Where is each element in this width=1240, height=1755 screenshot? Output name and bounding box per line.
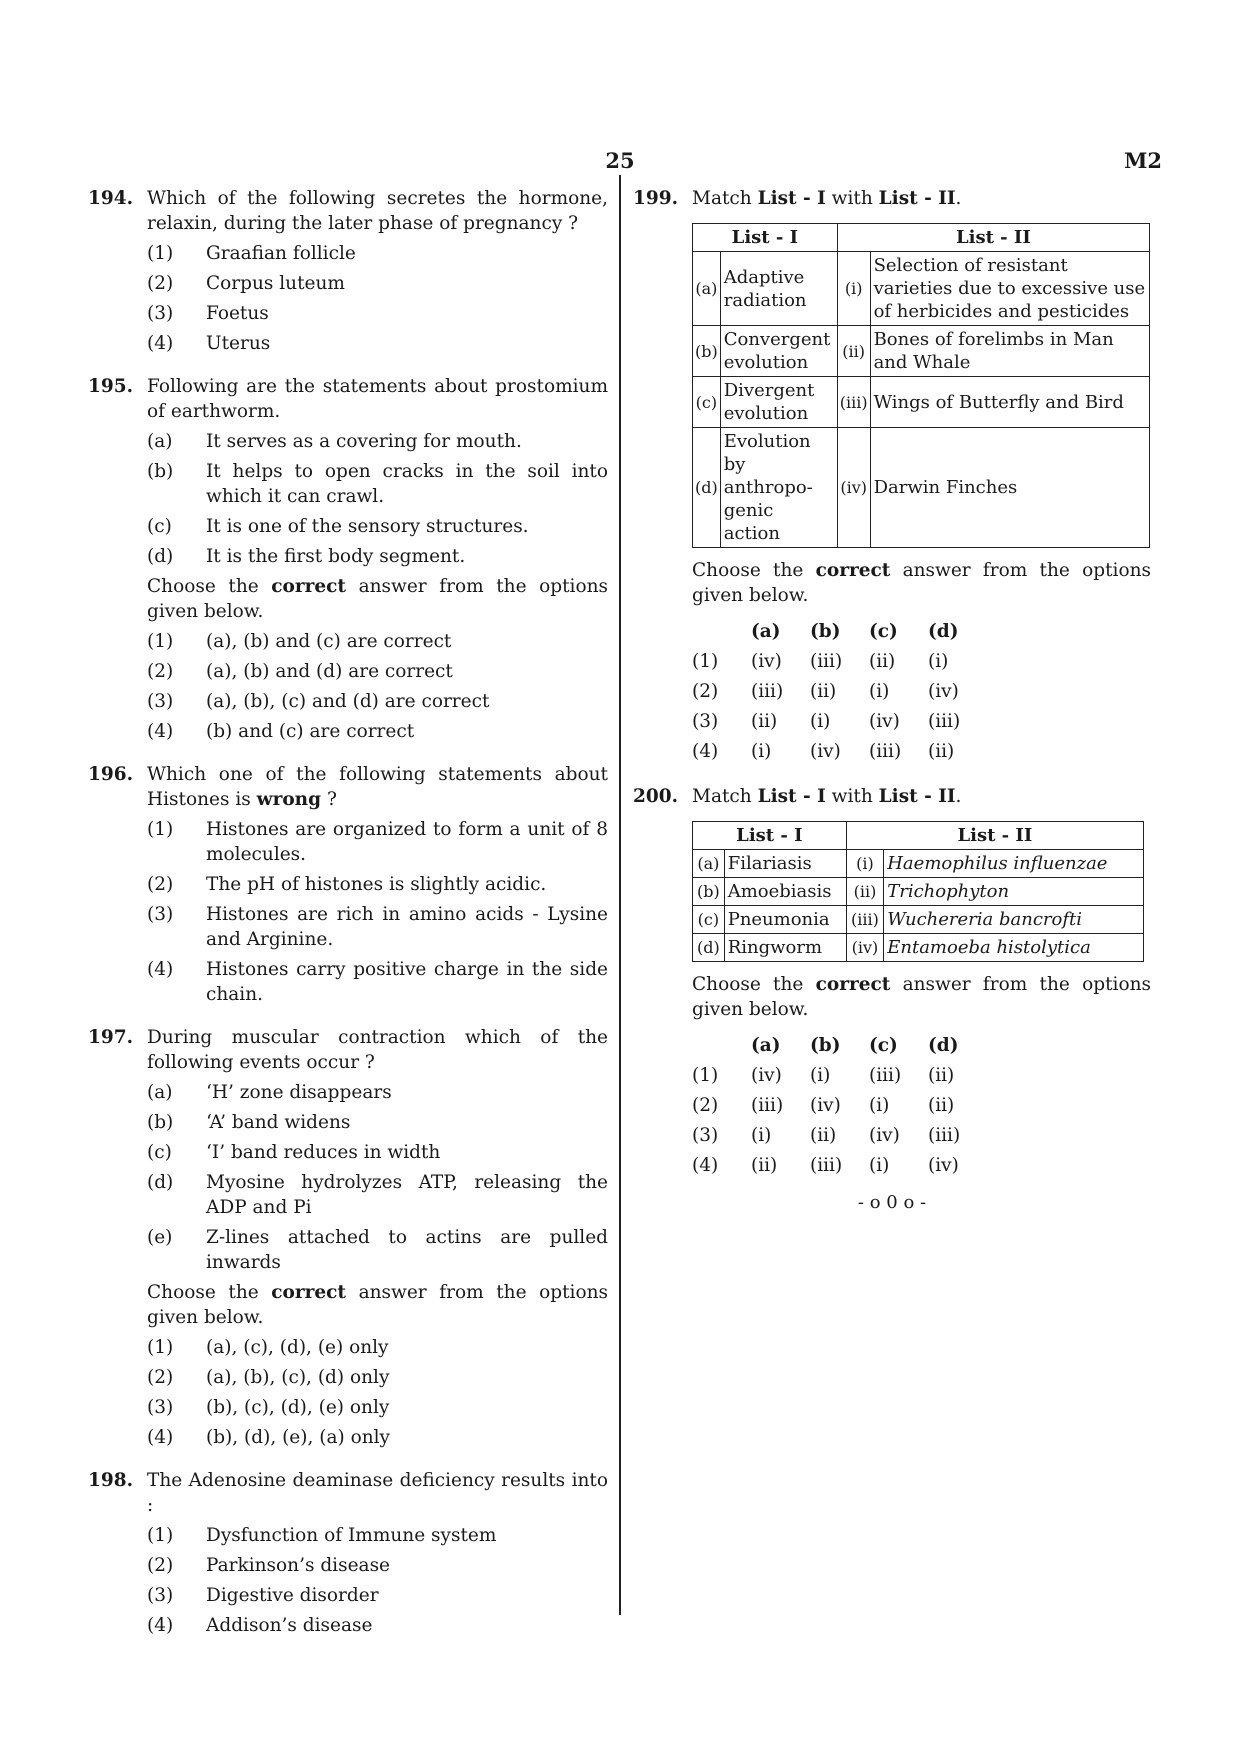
statement	[147, 1140, 608, 1165]
answer-cell: (ii)	[810, 680, 837, 702]
list-one-item: Adaptive radiation	[720, 252, 837, 326]
option-text: (b), (d), (e), (a) only	[206, 1427, 390, 1448]
question-198	[88, 1468, 608, 1638]
question-text-mid: with	[825, 786, 879, 807]
option-text: Histones carry positive charge in the side chain.	[206, 959, 608, 1005]
option-label: (1)	[147, 819, 174, 840]
table-row	[693, 934, 1144, 962]
match-table	[692, 223, 1150, 548]
option-label: (3)	[147, 1397, 174, 1418]
statement-text: ‘I’ band reduces in width	[206, 1142, 441, 1163]
option-text: Graafian follicle	[206, 243, 356, 264]
answer-cell: (iii)	[869, 740, 902, 762]
option	[147, 1583, 608, 1608]
option	[147, 817, 608, 867]
answer-header-cell: (b)	[810, 1034, 841, 1056]
statement-label: (a)	[147, 431, 173, 452]
option-text: Addison’s disease	[206, 1615, 373, 1636]
option-label: (2)	[147, 1555, 174, 1576]
answer-cell: (i)	[751, 1124, 772, 1146]
statement	[147, 1170, 608, 1220]
answer-cell: (iv)	[751, 1064, 782, 1086]
answer-cell: (iv)	[810, 1094, 841, 1116]
row-label: (a)	[693, 252, 721, 326]
question-200	[633, 784, 1151, 1215]
option-label: (4)	[147, 1615, 174, 1636]
question-text	[692, 186, 1151, 211]
answer-cell: (ii)	[928, 1064, 955, 1086]
answer-cell: (iv)	[751, 650, 782, 672]
list-one-ref: List - I	[757, 786, 826, 807]
list-two-item: Bones of forelimbs in Man and Whale	[870, 326, 1149, 377]
option-label: (3)	[147, 303, 174, 324]
answer-cell: (iv)	[928, 680, 959, 702]
list-two-item: Haemophilus influenzae	[887, 853, 1108, 874]
statement-label: (e)	[147, 1227, 173, 1248]
table-header-row	[693, 224, 1150, 252]
answer-cell: (ii)	[928, 740, 955, 762]
list-two-item: Wuchereria bancrofti	[887, 909, 1083, 930]
answer-header-row	[692, 1030, 1151, 1060]
option	[147, 659, 608, 684]
instruction-bold: correct	[815, 974, 891, 995]
instruction-post: answer from the options given below.	[692, 974, 1151, 1020]
statement	[147, 1225, 608, 1275]
answer-option-label: (4)	[692, 740, 719, 762]
instruction-pre: Choose the	[147, 576, 272, 597]
answer-header-cell: (b)	[810, 620, 841, 642]
answer-row	[692, 706, 1151, 736]
table-row	[693, 252, 1150, 326]
question-195	[88, 374, 608, 744]
statement-label: (c)	[147, 1142, 172, 1163]
answer-row	[692, 1060, 1151, 1090]
table-row	[693, 878, 1144, 906]
answer-cell: (iii)	[928, 710, 961, 732]
answer-row	[692, 736, 1151, 766]
question-text-pre: Which one of the following statements about Histones is	[147, 764, 608, 810]
list-one-item: Divergent evolution	[720, 377, 837, 428]
list-two-item: Entamoeba histolytica	[887, 937, 1091, 958]
list-two-item: Wings of Butterfly and Bird	[870, 377, 1149, 428]
list-one-item: Amoebiasis	[724, 878, 846, 906]
question-text: Which of the following secretes the hormone, relaxin, during the later phase of pregnancy ?	[147, 188, 608, 234]
column-divider	[619, 175, 621, 1615]
row-label: (c)	[693, 377, 721, 428]
table-row	[693, 428, 1150, 548]
statement-label: (b)	[147, 461, 174, 482]
option-label: (4)	[147, 721, 174, 742]
answer-cell: (iv)	[928, 1154, 959, 1176]
statement	[147, 459, 608, 509]
option-label: (2)	[147, 874, 174, 895]
answer-row	[692, 646, 1151, 676]
answer-grid	[692, 616, 1151, 766]
table-row	[693, 906, 1144, 934]
list-two-cell	[884, 934, 1144, 962]
question-text	[147, 762, 608, 812]
table-header: List - I	[693, 224, 838, 252]
row-label: (iv)	[846, 934, 884, 962]
row-label: (i)	[846, 850, 884, 878]
row-label: (a)	[693, 850, 725, 878]
answer-cell: (iii)	[810, 650, 843, 672]
option-text: Histones are organized to form a unit of 8 molecules.	[206, 819, 608, 865]
option-text: Uterus	[206, 333, 271, 354]
answer-option-label: (1)	[692, 650, 719, 672]
option	[147, 1523, 608, 1548]
statement	[147, 429, 608, 454]
instruction	[147, 1280, 608, 1330]
option-text: Histones are rich in amino acids - Lysine and Arginine.	[206, 904, 608, 950]
option-label: (4)	[147, 959, 174, 980]
list-one-item: Ringworm	[724, 934, 846, 962]
option	[147, 301, 608, 326]
option-text: (a), (b) and (c) are correct	[206, 631, 452, 652]
option	[147, 1395, 608, 1420]
instruction-post: answer from the options given below.	[147, 1282, 608, 1328]
answer-row	[692, 1150, 1151, 1180]
answer-header-cell: (d)	[928, 1034, 959, 1056]
statement-text: Myosine hydrolyzes ATP, releasing the ADP and Pi	[206, 1172, 608, 1218]
row-label: (d)	[693, 428, 721, 548]
answer-option-label: (2)	[692, 1094, 719, 1116]
statement-label: (d)	[147, 1172, 174, 1193]
list-one-item: Pneumonia	[724, 906, 846, 934]
option-text: Parkinson’s disease	[206, 1555, 391, 1576]
instruction	[692, 972, 1151, 1022]
answer-cell: (ii)	[810, 1124, 837, 1146]
answer-option-label: (4)	[692, 1154, 719, 1176]
question-194	[88, 186, 608, 356]
answer-cell: (ii)	[751, 1154, 778, 1176]
answer-cell: (i)	[751, 740, 772, 762]
table-header: List - II	[846, 822, 1143, 850]
statement-label: (a)	[147, 1082, 173, 1103]
answer-cell: (iv)	[810, 740, 841, 762]
option-text: (b) and (c) are correct	[206, 721, 415, 742]
option-text: (a), (b), (c), (d) only	[206, 1367, 390, 1388]
statement-text: It is one of the sensory structures.	[206, 516, 529, 537]
statement-label: (b)	[147, 1112, 174, 1133]
end-mark: - o 0 o -	[857, 1192, 927, 1213]
row-label: (ii)	[846, 878, 884, 906]
answer-cell: (ii)	[869, 650, 896, 672]
row-label: (b)	[693, 878, 725, 906]
list-one-item: Evolution by anthropo-genic action	[720, 428, 837, 548]
question-text-post: ?	[321, 789, 337, 810]
option	[147, 902, 608, 952]
list-two-item: Trichophyton	[887, 881, 1010, 902]
option-text: (a), (b), (c) and (d) are correct	[206, 691, 490, 712]
instruction-bold: correct	[271, 1282, 346, 1303]
option-label: (2)	[147, 1367, 174, 1388]
option-label: (2)	[147, 273, 174, 294]
option-label: (1)	[147, 631, 174, 652]
answer-option-label: (2)	[692, 680, 719, 702]
answer-header-cell: (c)	[869, 620, 898, 642]
table-header-row	[693, 822, 1144, 850]
table-row	[693, 326, 1150, 377]
option-label: (1)	[147, 243, 174, 264]
option-text: (a), (b) and (d) are correct	[206, 661, 453, 682]
question-text-mid: with	[825, 188, 879, 209]
answer-header-cell: (a)	[751, 1034, 781, 1056]
answer-cell: (ii)	[928, 1094, 955, 1116]
question-text	[692, 784, 1151, 809]
option	[147, 271, 608, 296]
answer-grid	[692, 1030, 1151, 1180]
statement-text: ‘H’ zone disappears	[206, 1082, 392, 1103]
statement	[147, 1080, 608, 1105]
question-199	[633, 186, 1151, 766]
option	[147, 957, 608, 1007]
option-label: (3)	[147, 904, 174, 925]
option	[147, 719, 608, 744]
row-label: (iii)	[846, 906, 884, 934]
statement	[147, 1110, 608, 1135]
option	[147, 629, 608, 654]
table-header: List - I	[693, 822, 847, 850]
list-two-cell	[884, 906, 1144, 934]
question-number: 196.	[88, 764, 134, 785]
statement	[147, 544, 608, 569]
option-label: (1)	[147, 1525, 174, 1546]
match-table	[692, 821, 1144, 962]
answer-cell: (iii)	[810, 1154, 843, 1176]
row-label: (iv)	[837, 428, 870, 548]
instruction	[692, 558, 1151, 608]
table-header: List - II	[837, 224, 1149, 252]
question-text: Following are the statements about prostomium of earthworm.	[147, 376, 608, 422]
table-row	[693, 850, 1144, 878]
question-text: During muscular contraction which of the following events occur ?	[147, 1027, 608, 1073]
list-two-item: Selection of resistant varieties due to excessive use of herbicides and pesticides	[870, 252, 1149, 326]
answer-option-label: (1)	[692, 1064, 719, 1086]
answer-header-cell: (c)	[869, 1034, 898, 1056]
statement-text: It is the first body segment.	[206, 546, 466, 567]
statement-label: (d)	[147, 546, 174, 567]
list-two-ref: List - II	[878, 786, 956, 807]
answer-cell: (iii)	[928, 1124, 961, 1146]
answer-header-cell: (d)	[928, 620, 959, 642]
instruction-bold: correct	[271, 576, 346, 597]
question-text-pre: Match	[692, 188, 758, 209]
left-column	[88, 186, 608, 1656]
instruction	[147, 574, 608, 624]
answer-cell: (iii)	[751, 680, 784, 702]
answer-header-row	[692, 616, 1151, 646]
list-two-cell	[884, 878, 1144, 906]
option	[147, 1365, 608, 1390]
answer-cell: (i)	[928, 650, 949, 672]
option-label: (2)	[147, 661, 174, 682]
option-label: (3)	[147, 1585, 174, 1606]
option-text: Dysfunction of Immune system	[206, 1525, 497, 1546]
answer-cell: (iii)	[751, 1094, 784, 1116]
question-number: 194.	[88, 188, 134, 209]
list-one-ref: List - I	[757, 188, 826, 209]
row-label: (b)	[693, 326, 721, 377]
table-row	[693, 377, 1150, 428]
question-text-pre: Match	[692, 786, 758, 807]
list-two-item: Darwin Finches	[870, 428, 1149, 548]
instruction-pre: Choose the	[147, 1282, 272, 1303]
option	[147, 331, 608, 356]
question-number: 200.	[633, 786, 679, 807]
option-text: Foetus	[206, 303, 269, 324]
page-number: 25	[605, 148, 635, 173]
option-text: Digestive disorder	[206, 1585, 379, 1606]
option	[147, 872, 608, 897]
option-text: Corpus luteum	[206, 273, 345, 294]
instruction-bold: correct	[815, 560, 891, 581]
answer-option-label: (3)	[692, 710, 719, 732]
instruction-pre: Choose the	[692, 560, 816, 581]
statement-text: It serves as a covering for mouth.	[206, 431, 522, 452]
option	[147, 689, 608, 714]
answer-row	[692, 1090, 1151, 1120]
answer-cell: (i)	[869, 1154, 890, 1176]
paper-code: M2	[1124, 148, 1162, 173]
list-two-ref: List - II	[878, 188, 956, 209]
answer-cell: (i)	[810, 1064, 831, 1086]
option	[147, 241, 608, 266]
question-number: 198.	[88, 1470, 134, 1491]
question-196	[88, 762, 608, 1007]
row-label: (i)	[837, 252, 870, 326]
option-text: (b), (c), (d), (e) only	[206, 1397, 390, 1418]
answer-row	[692, 676, 1151, 706]
option	[147, 1613, 608, 1638]
answer-cell: (iv)	[869, 710, 900, 732]
option	[147, 1553, 608, 1578]
question-197	[88, 1025, 608, 1450]
list-two-cell	[884, 850, 1144, 878]
option-text: The pH of histones is slightly acidic.	[206, 874, 547, 895]
answer-cell: (ii)	[751, 710, 778, 732]
statement-label: (c)	[147, 516, 172, 537]
statement	[147, 514, 608, 539]
answer-header-cell: (a)	[751, 620, 781, 642]
row-label: (ii)	[837, 326, 870, 377]
question-text-bold: wrong	[256, 789, 322, 810]
answer-cell: (iv)	[869, 1124, 900, 1146]
instruction-post: answer from the options given below.	[147, 576, 608, 622]
option-text: (a), (c), (d), (e) only	[206, 1337, 389, 1358]
question-text: The Adenosine deaminase deficiency results into :	[147, 1470, 608, 1516]
option-label: (4)	[147, 333, 174, 354]
statement-text: ‘A’ band widens	[206, 1112, 351, 1133]
row-label: (d)	[693, 934, 725, 962]
answer-cell: (i)	[869, 680, 890, 702]
answer-cell: (i)	[869, 1094, 890, 1116]
option-label: (3)	[147, 691, 174, 712]
answer-row	[692, 1120, 1151, 1150]
list-one-item: Convergent evolution	[720, 326, 837, 377]
question-number: 197.	[88, 1027, 134, 1048]
right-column	[633, 186, 1151, 1233]
answer-cell: (iii)	[869, 1064, 902, 1086]
question-text-post: .	[955, 188, 962, 209]
statement-text: Z-lines attached to actins are pulled inwards	[206, 1227, 608, 1273]
option	[147, 1335, 608, 1360]
list-one-item: Filariasis	[724, 850, 846, 878]
option-label: (4)	[147, 1427, 174, 1448]
instruction-pre: Choose the	[692, 974, 816, 995]
statement-text: It helps to open cracks in the soil into which it can crawl.	[206, 461, 608, 507]
question-text-post: .	[955, 786, 962, 807]
answer-cell: (i)	[810, 710, 831, 732]
option-label: (1)	[147, 1337, 174, 1358]
row-label: (c)	[693, 906, 725, 934]
option	[147, 1425, 608, 1450]
row-label: (iii)	[837, 377, 870, 428]
answer-option-label: (3)	[692, 1124, 719, 1146]
question-number: 199.	[633, 188, 679, 209]
instruction-post: answer from the options given below.	[692, 560, 1151, 606]
question-number: 195.	[88, 376, 134, 397]
